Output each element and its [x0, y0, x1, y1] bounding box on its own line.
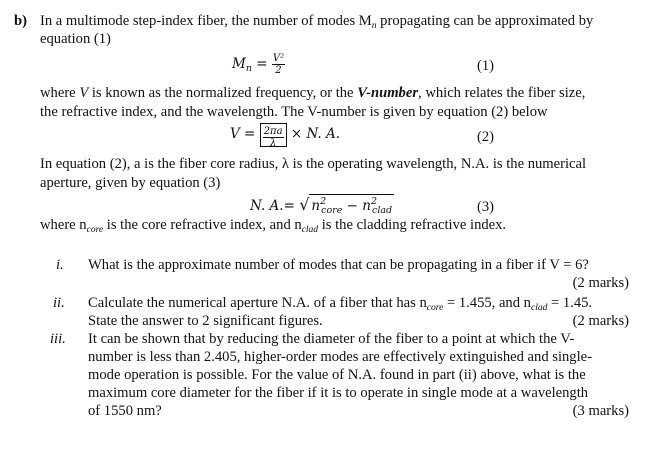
where-v-line-2: the refractive index, and the wavelength. The V-number is given by equation (2) below	[40, 104, 548, 120]
question-1-number: i.	[56, 257, 64, 273]
equation-2-tag: (2)	[477, 129, 495, 145]
question-2-line-1: Calculate the numerical aperture N.A. of a fiber that has $n_{core} = 1.455$, and $n_{clad} = 1.45$.	[88, 295, 593, 313]
where-n-line: where $n_{core}$ is the core refractive index, and $n_{clad}$ is the cladding refractive index.	[40, 217, 507, 235]
equation-1: $M_n$ = $\frac{\text{V²}}{2}$	[232, 53, 285, 76]
explain-line-2: aperture, given by equation (3)	[40, 175, 221, 191]
question-2-number: ii.	[53, 295, 65, 311]
question-2-line-2: State the answer to 2 significant figures.	[88, 313, 323, 329]
question-3-line-1: It can be shown that by reducing the diameter of the fiber to a point at which the V-	[88, 331, 575, 347]
part-label: b)	[14, 13, 27, 29]
equation-1-tag: (1)	[477, 58, 495, 74]
question-3-number: iii.	[50, 331, 66, 347]
equation-3-tag: (3)	[477, 199, 495, 215]
question-1-marks: (2 marks)	[572, 275, 629, 291]
question-2-marks: (2 marks)	[572, 313, 629, 329]
intro-line-2: equation (1)	[40, 31, 111, 47]
equation-3: N. A.= √ $n^2_{core} - n^2_{clad}$	[250, 194, 394, 219]
question-3-line-4: maximum core diameter for the fiber if it is to operate in single mode at a wavelength	[88, 385, 589, 401]
where-v-line-1: where V is known as the normalized frequency, or the V-number, which relates the fiber size,	[40, 85, 586, 101]
equation-2: V = $\frac{2\pi a}{\lambda}$ × N. A.	[230, 120, 340, 148]
question-3-line-3: mode operation is possible. For the value of N.A. found in part (ii) above, what is the	[88, 367, 586, 383]
question-1-line-1: What is the approximate number of modes that can be propagating in a fiber if V = 6?	[88, 257, 589, 273]
intro-line-1: In a multimode step-index fiber, the number of modes $M_n$ propagating can be approximated by	[40, 13, 594, 31]
explain-line-1: In equation (2), a is the fiber core radius, λ is the operating wavelength, N.A. is the numerical	[40, 156, 587, 172]
question-3-line-2: number is less than 2.405, higher-order modes are effectively extinguished and single-	[88, 349, 592, 365]
question-3-marks: (3 marks)	[572, 403, 629, 419]
question-3-line-5: of 1550 nm?	[88, 403, 162, 419]
